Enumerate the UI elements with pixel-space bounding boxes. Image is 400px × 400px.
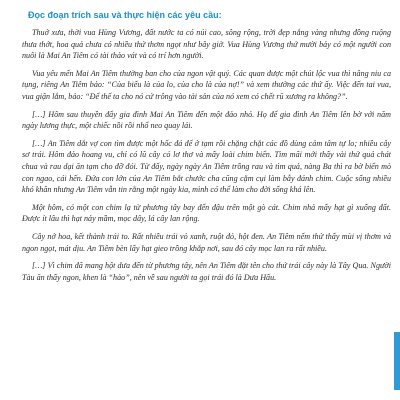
exercise-heading: Đọc đoạn trích sau và thực hiện các yêu cầu: <box>28 10 222 20</box>
paragraph-6: Cây nở hoa, kết thành trái to. Rất nhiều trái vỏ xanh, ruột đỏ, hột đen. An Tiêm nếm thử thấy mùi vị thơm và ngon ngọt, mát dịu. An Tiêm bèn lấy hạt gieo trồng khắp nơi, sau đó cây mọc lan ra rất nhiều. <box>22 231 391 253</box>
paragraph-1: Thuở xưa, thời vua Hùng Vương, đất nước ta có núi cao, sông rộng, trời đẹp nắng vàng nhưng đồng ruộng thưa thớt, hoa quả chưa có nhiều thứ thơm ngọt như bây giờ. Vua Hùng Vương thứ mười bảy có một người con nuôi là Mai An Tiêm có tài thảo vát và có trí hơn người. <box>22 28 391 61</box>
paragraph-3: […] Hôm sau thuyền đẩy gia đình Mai An Tiêm đến một đảo nhỏ. Họ để gia đình An Tiêm lên bờ với năm ngày lương thực, một chiếc nồi rồi nhổ neo quay lái. <box>22 109 391 131</box>
paragraph-2: Vua yêu mến Mai An Tiêm thường ban cho của ngon vật quý. Các quan được một chút lộc vua thì nâng niu ca tụng, riêng An Tiêm bảo: “Của biếu là của lo, của cho là của nợ!” và xem thường các thứ ấy. Việc đến tai vua, vua giận lắm, bảo: “Để thế ta cho nó cứ trông vào tài sản của nó xem có chết rũ xương ra không?”. <box>22 68 391 101</box>
edge-accent-tab <box>394 332 400 390</box>
paragraph-7: […] Vì chim đã mang hột dưa đến từ phương tây, nên An Tiêm đặt tên cho thứ trái cây này là Tây Qua. Người Tàu ăn thấy ngon, khen là “hảo”, nên về sau người ta gọi trái đó là Dưa Hấu. <box>22 261 391 282</box>
paragraph-5: Một hôm, có một con chim lạ từ phương tây bay đến đậu trên một gò cát. Chim nhả mấy hạt gì xuống đất. Được ít lâu thì hạt nảy mầm, mọc dây, lá cây lan rộng. <box>22 202 391 224</box>
paragraph-4: […] An Tiêm dắt vợ con tìm được một hốc đá để ở tạm rồi chặng chặt các đồ dùng cảm tâm tự lo; nhiều cây sơ trái. Hôm đảo hoang vu, chỉ có lũ cây cỏ lơ thơ và mấy loài chim biển. Tìm mãi mới thấy vài thứ quả chát chua và rau dại ăn tạm cho đỡ đói. Từ đấy, ngày ngày An Tiêm trồng rau và tìm quả, nàng Ba thì ra bờ biển mò con ngao, cái hến. Đứa con lớn của An Tiêm bắt chước cha cũng cặm cụi làm bẫy đánh chim. Cuộc sống nhiều khó khăn nhưng An Tiêm vẫn tin rằng một ngày kia, mình có thể làm cho đời sống khá lên. <box>22 138 391 195</box>
